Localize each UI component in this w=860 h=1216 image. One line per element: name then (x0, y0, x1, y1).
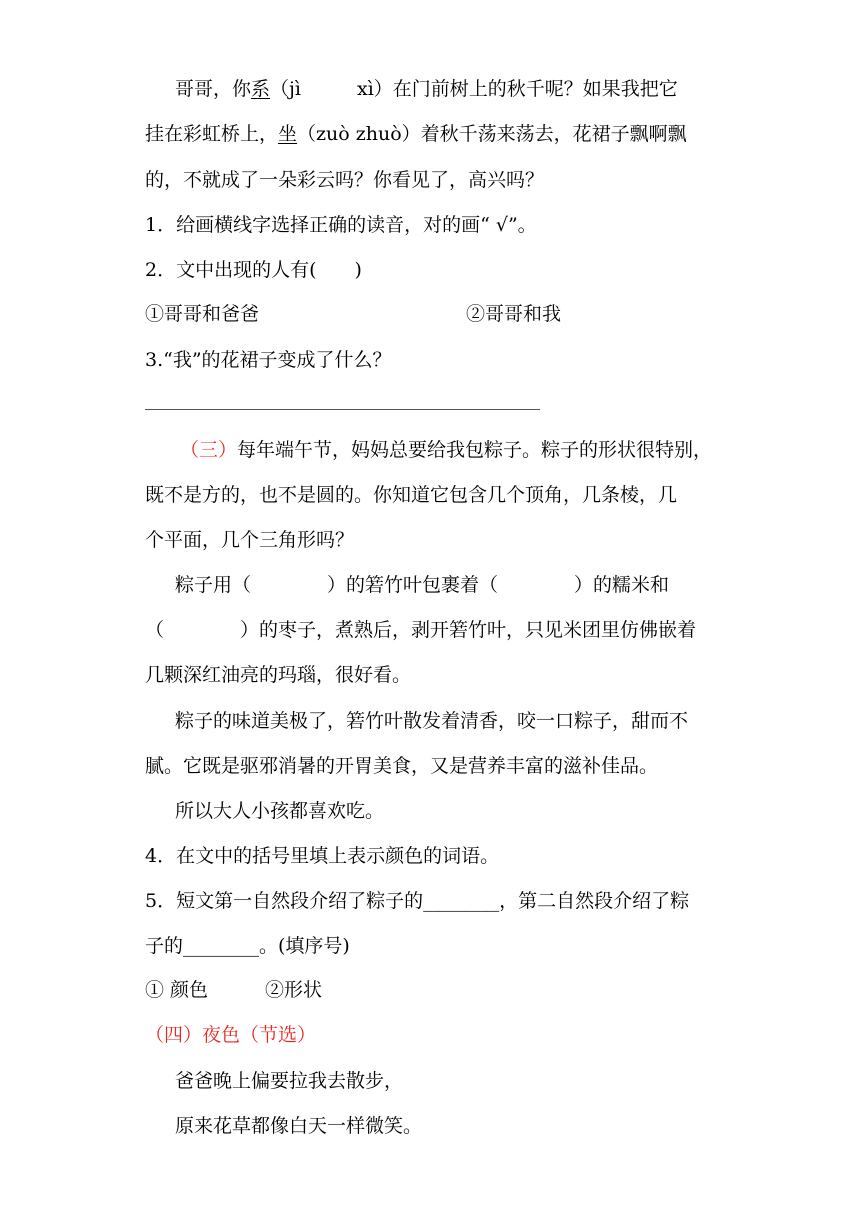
passage-3-line-2: 既不是方的，也不是圆的。你知道它包含几个顶角，几条棱，几 (145, 484, 678, 506)
passage-2-line-2: 挂在彩虹桥上，坐（zuò zhuò）着秋千荡来荡去，花裙子飘啊飘 (145, 123, 687, 145)
underlined-char-zuo: 坐 (278, 123, 298, 145)
passage-3-line-6: 几颗深红油亮的玛瑙，很好看。 (145, 664, 412, 686)
question-5-line-1: 5．短文第一自然段介绍了粽子的________，第二自然段介绍了粽 (145, 890, 690, 912)
passage-3-line-8: 腻。它既是驱邪消暑的开胃美食，又是营养丰富的滋补佳品。 (145, 755, 659, 777)
poem-line-2: 原来花草都像白天一样微笑。 (175, 1115, 423, 1137)
poem-line-1: 爸爸晚上偏要拉我去散步， (175, 1070, 404, 1092)
question-2: 2．文中出现的人有( ) (145, 259, 362, 281)
passage-3-line-4: 粽子用（ ）的箬竹叶包裹着（ ）的糯米和 (175, 574, 670, 596)
answer-line[interactable] (145, 409, 540, 410)
question-2-option-2: ②哥哥和我 (466, 303, 562, 325)
question-2-option-1: ①哥哥和爸爸 (145, 303, 260, 325)
question-5-line-2: 子的________。(填序号) (145, 935, 350, 957)
question-1: 1．给画横线字选择正确的读音，对的画“ √”。 (145, 214, 537, 236)
question-3: 3.“我”的花裙子变成了什么？ (145, 349, 392, 371)
passage-3-line-3: 个平面，几个三角形吗？ (145, 529, 355, 551)
section-3-label: （三） (180, 439, 238, 461)
question-5-options: ① 颜色 ②形状 (145, 979, 323, 1001)
underlined-char-xi: 系 (251, 78, 271, 100)
passage-2-line-1: 哥哥，你系（jì xì）在门前树上的秋千呢？如果我把它 (175, 78, 678, 100)
question-4: 4．在文中的括号里填上表示颜色的词语。 (145, 845, 500, 867)
passage-2-line-3: 的，不就成了一朵彩云吗？你看见了，高兴吗？ (145, 169, 545, 191)
passage-3-line-9: 所以大人小孩都喜欢吃。 (175, 800, 385, 822)
passage-3-line-1: （三）每年端午节，妈妈总要给我包粽子。粽子的形状很特别， (180, 439, 713, 461)
section-4-title: （四）夜色（节选） (145, 1024, 317, 1046)
passage-3-line-5: （ ）的枣子，煮熟后，剥开箬竹叶，只见米团里仿佛嵌着 (145, 619, 697, 641)
passage-3-line-7: 粽子的味道美极了，箬竹叶散发着清香，咬一口粽子，甜而不 (175, 710, 689, 732)
